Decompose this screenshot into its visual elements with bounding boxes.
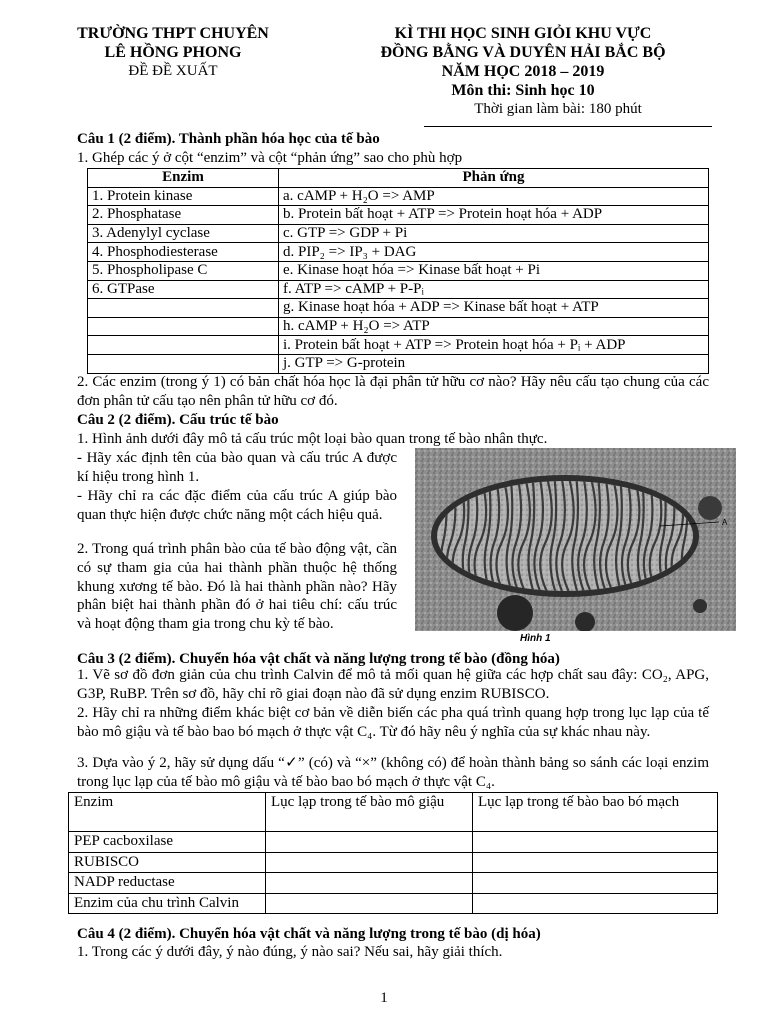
row-pep-carboxylase: PEP cacboxilase [69, 832, 266, 853]
q3-part1: 1. Vẽ sơ đồ đơn giản của chu trình Calvin để mô tả mối quan hệ giữa các hợp chất sau đây: CO₂, APG, G3P, RuBP. Trên sơ đồ, hãy chỉ rõ giai đoạn nào đã sử dụng enzim RUBISCO. [77, 667, 709, 702]
table-row [88, 336, 709, 355]
cell-empty[interactable] [473, 832, 718, 853]
row-calvin-enzymes: Enzim của chu trình Calvin [69, 893, 266, 914]
figure-label-a: A [722, 518, 728, 527]
enzyme-cell: 5. Phospholipase C [88, 261, 279, 280]
col-bundle-sheath: Lục lạp trong tế bào bao bó mạch [473, 793, 718, 832]
cell-empty[interactable] [473, 873, 718, 894]
header-rule [424, 126, 712, 127]
q4-part1: 1. Trong các ý dưới đây, ý nào đúng, ý nào sai? Nếu sai, hãy giải thích. [77, 944, 503, 960]
table-row [88, 299, 709, 318]
enzyme-cell: 1. Protein kinase [88, 187, 279, 206]
table-row [88, 187, 709, 206]
reaction-cell: h. cAMP + H₂O => ATP [279, 317, 709, 336]
table-row [88, 206, 709, 225]
cell-empty[interactable] [473, 852, 718, 873]
enzyme-cell [88, 354, 279, 373]
enzyme-comparison-table [68, 792, 718, 914]
cell-empty[interactable] [473, 893, 718, 914]
enzyme-cell [88, 299, 279, 318]
table-row [88, 224, 709, 243]
q2-title: Câu 2 (2 điểm). Cấu trúc tế bào [77, 412, 279, 428]
table-row [88, 243, 709, 262]
col-reaction-header: Phản ứng [279, 169, 709, 188]
enzyme-cell: 3. Adenylyl cyclase [88, 224, 279, 243]
page-number: 1 [380, 990, 388, 1006]
table-row [88, 317, 709, 336]
exam-duration: Thời gian làm bài: 180 phút [474, 101, 642, 117]
row-rubisco: RUBISCO [69, 852, 266, 873]
cell-empty[interactable] [266, 832, 473, 853]
cell-empty[interactable] [266, 893, 473, 914]
exam-name-line2: ĐỒNG BẰNG VÀ DUYÊN HẢI BẮC BỘ [380, 44, 666, 61]
reaction-cell: a. cAMP + H₂O => AMP [279, 187, 709, 206]
q1-title: Câu 1 (2 điểm). Thành phần hóa học của tế bào [77, 131, 380, 147]
school-header [62, 24, 284, 81]
enzyme-cell: 2. Phosphatase [88, 206, 279, 225]
enzyme-reaction-table [87, 168, 709, 374]
col-mesophyll: Lục lạp trong tế bào mô giậu [266, 793, 473, 832]
enzyme-cell [88, 317, 279, 336]
q2-bullet1: - Hãy xác định tên của bào quan và cấu trúc A được kí hiệu trong hình 1. [77, 450, 397, 485]
q2-bullet2: - Hãy chỉ ra các đặc điểm của cấu trúc A giúp bào quan thực hiện được chức năng một cách hiệu quả. [77, 488, 397, 523]
proposal-label: ĐỀ ĐỀ XUẤT [128, 63, 218, 79]
cell-empty[interactable] [266, 852, 473, 873]
q4-title: Câu 4 (2 điểm). Chuyển hóa vật chất và năng lượng trong tế bào (dị hóa) [77, 926, 541, 942]
reaction-cell: j. GTP => G-protein [279, 354, 709, 373]
reaction-cell: f. ATP => cAMP + P-Pᵢ [279, 280, 709, 299]
col-enzyme-header: Enzim [88, 169, 279, 188]
school-name-line2: LÊ HỒNG PHONG [104, 44, 242, 61]
enzyme-cell: 6. GTPase [88, 280, 279, 299]
cell-empty[interactable] [266, 873, 473, 894]
row-nadp-reductase: NADP reductase [69, 873, 266, 894]
q2-intro: 1. Hình ảnh dưới đây mô tả cấu trúc một loại bào quan trong tế bào nhân thực. [77, 431, 548, 447]
col-enzyme: Enzim [69, 793, 266, 832]
school-year: NĂM HỌC 2018 – 2019 [441, 63, 605, 80]
exam-name-line1: KÌ THI HỌC SINH GIỎI KHU VỰC [394, 25, 652, 42]
q2-part2: 2. Trong quá trình phân bào của tế bào động vật, cần có sự tham gia của hai thành phần thuộc hệ thống khung xương tế bào. Đó là hai thành phần nào? Hãy phân biệt hai thành phần đó ở hai tiêu chí: cấu trúc và hoạt động tham gia trong chu kỳ tế bào. [77, 541, 397, 633]
exam-header [332, 24, 714, 119]
table-row [88, 280, 709, 299]
figure-caption: Hình 1 [520, 633, 551, 644]
q3-part3: 3. Dựa vào ý 2, hãy sử dụng dấu “✓” (có) và “×” (không có) để hoàn thành bảng so sánh các loại enzim trong lục lạp của tế bào mô giậu và tế bào bao bó mạch ở thực vật C₄. [77, 755, 709, 790]
reaction-cell: b. Protein bất hoạt + ATP => Protein hoạt hóa + ADP [279, 206, 709, 225]
exam-subject: Môn thi: Sinh học 10 [451, 82, 595, 99]
school-name-line1: TRƯỜNG THPT CHUYÊN [77, 25, 269, 42]
reaction-cell: i. Protein bất hoạt + ATP => Protein hoạt hóa + Pᵢ + ADP [279, 336, 709, 355]
table-row [88, 261, 709, 280]
q1-part2: 2. Các enzim (trong ý 1) có bản chất hóa học là đại phân tử hữu cơ nào? Hãy nêu cấu tạo chung của các đơn phân tử cấu tạo nên phân tử hữu cơ đó. [77, 374, 709, 409]
q3-part2: 2. Hãy chỉ ra những điểm khác biệt cơ bản về diễn biến các pha quá trình quang hợp trong lục lạp của tế bào mô giậu và tế bào bao bó mạch ở thực vật C₄. Từ đó hãy nêu ý nghĩa của sự khác nhau này. [77, 705, 709, 740]
q3-title: Câu 3 (2 điểm). Chuyển hóa vật chất và năng lượng trong tế bào (đồng hóa) [77, 651, 560, 667]
reaction-cell: g. Kinase hoạt hóa + ADP => Kinase bất hoạt + ATP [279, 299, 709, 318]
reaction-cell: e. Kinase hoạt hóa => Kinase bất hoạt + Pi [279, 261, 709, 280]
reaction-cell: c. GTP => GDP + Pi [279, 224, 709, 243]
enzyme-cell: 4. Phosphodiesterase [88, 243, 279, 262]
enzyme-cell [88, 336, 279, 355]
reaction-cell: d. PIP₂ => IP₃ + DAG [279, 243, 709, 262]
table-row [88, 354, 709, 373]
q1-intro: 1. Ghép các ý ở cột “enzim” và cột “phản ứng” sao cho phù hợp [77, 150, 463, 166]
mitochondrion-micrograph [415, 448, 736, 631]
